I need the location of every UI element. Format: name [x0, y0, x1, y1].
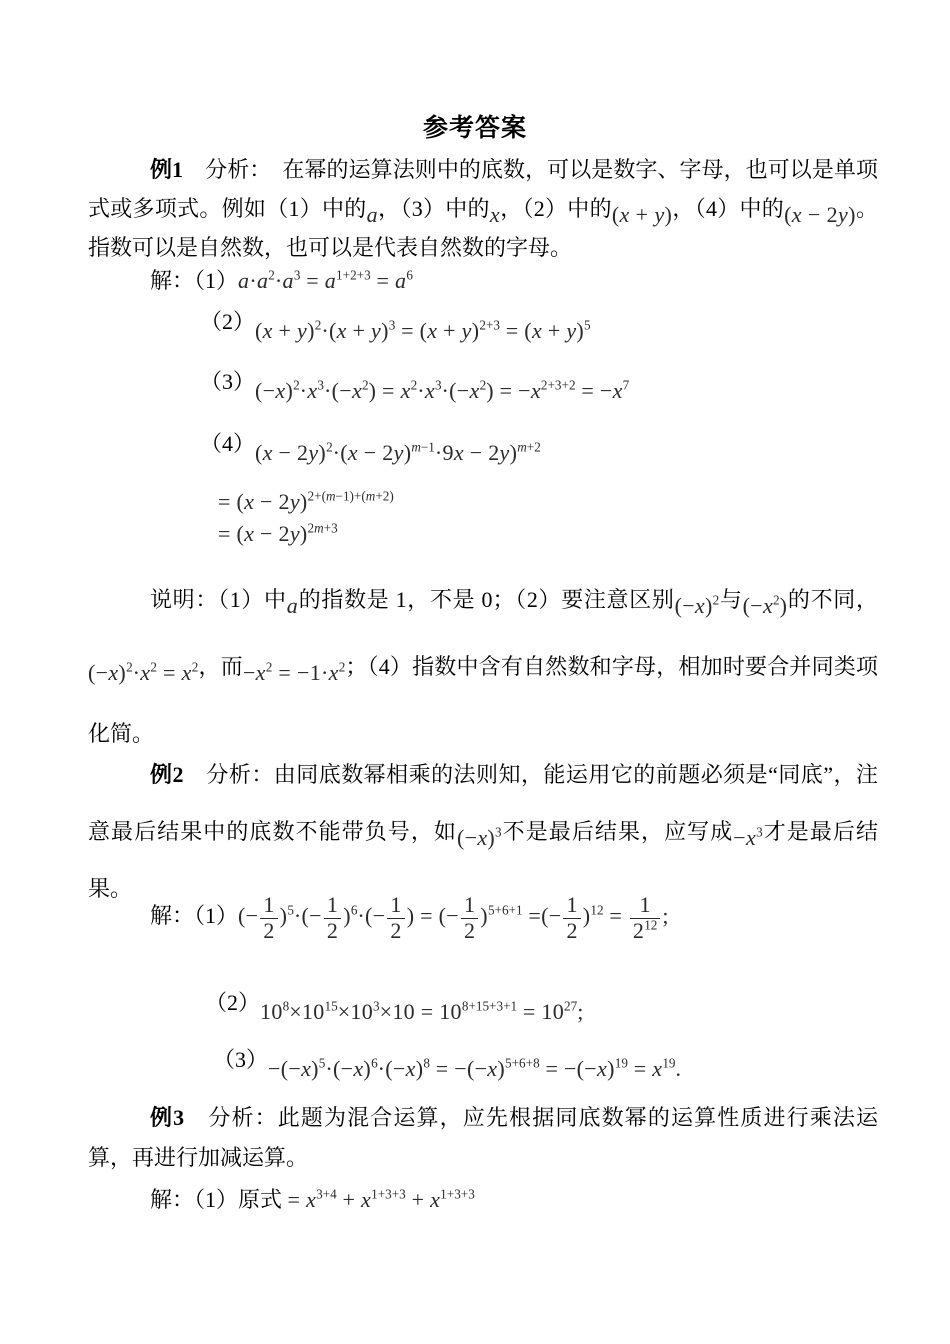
- math-expression: a: [286, 593, 299, 618]
- math-expression: $10^8\times 10^{15}\times 10^3\times 10 = 10^{8+15+3+1} = 10^{27}$;: [260, 998, 584, 1024]
- text-run: 不是最后结果，应写成: [501, 819, 734, 844]
- paragraph-ex1-analysis: [88, 150, 878, 267]
- line-ex2-solution-3: [213, 1043, 682, 1081]
- text-run: 解：（1）: [150, 268, 239, 293]
- math-expression: $(-x)^2$: [674, 592, 720, 618]
- math-expression: $-(-x)^5\cdot(-x)^6\cdot(-x)^8 = -(-x)^{5+6+8} = -(-x)^{19} = x^{19}$.: [268, 1055, 682, 1081]
- text-run: 的不同，: [787, 587, 878, 612]
- text-run: （2）: [205, 990, 261, 1015]
- text-run: 。指数可以是自然数，也可以是代表自然数的字母。: [88, 196, 878, 260]
- text-run: ，（3）中的: [377, 196, 490, 221]
- example-label: 例1: [150, 157, 184, 182]
- math-expression: $(x + y)^2\cdot(x + y)^3 = (x + y)^{2+3} = (x + y)^5$: [255, 317, 591, 343]
- math-expression: (x + y): [611, 202, 673, 227]
- text-run: ，而: [198, 654, 243, 679]
- line-ex3-solution-1: [150, 1183, 475, 1214]
- math-expression: = $(x - 2y)^{2m+3}$: [218, 520, 338, 546]
- line-ex1-solution-1: [150, 264, 413, 295]
- text-run: 的指数是 1，不是 0；（2）要注意区别: [298, 587, 675, 612]
- math-expression: $(-x)^3$: [456, 824, 502, 850]
- math-expression: $-x^2 = -1\cdot x^2$: [242, 659, 346, 685]
- math-expression: = $x^{3+4} + x^{1+3+3} + x^{1+3+3}$: [287, 1186, 475, 1212]
- text-run: 与: [719, 587, 743, 612]
- text-run: （2）: [200, 309, 256, 334]
- text-run: 说明：（1）中: [150, 587, 287, 612]
- text-run: 解：（1）: [150, 903, 239, 929]
- text-run: ；（4）指数中含有自然数和字母，相加时要合并同类项化简。: [88, 654, 878, 746]
- text-run: （3）: [213, 1047, 269, 1072]
- text-run: （4）: [200, 431, 256, 456]
- paragraph-ex1-note: [88, 566, 878, 767]
- text-run: 分析：由同底数幂相乘的法则知，能运用它的前题必须是“同底”，注意最后结果中的底数不能带负号，如: [88, 762, 878, 844]
- math-expression: $a\cdot a^2\cdot a^3 = a^{1+2+3} = a^6$: [238, 267, 413, 293]
- math-expression: $(-x)^2\cdot x^2 = x^2$: [88, 659, 199, 685]
- text-run: 分析： 在幂的运算法则中的底数，可以是数字、字母，也可以是单项式或多项式。例如（1）中的: [88, 157, 878, 221]
- example-label: 例2: [150, 762, 184, 787]
- line-ex2-solution-1: [150, 893, 669, 943]
- line-ex1-solution-4: [200, 427, 541, 465]
- text-run: 分析：此题为混合运算，应先根据同底数幂的运算性质进行乘法运算，再进行加减运算。: [88, 1105, 878, 1170]
- line-ex1-solution-2: [200, 305, 591, 343]
- text-run: ，（2）中的: [499, 196, 612, 221]
- page-title: 参考答案: [422, 115, 527, 142]
- math-expression: a: [366, 202, 378, 227]
- example-label: 例3: [150, 1105, 185, 1130]
- math-expression: (− $\frac{1}{2}$ )$^5$·(− $\frac{1}{2}$ )$^6$·(− $\frac{1}{2}$ ) = (− $\frac{1}{2}$ )$^{5+6+1}$ =(− $\frac{1}{2}$ )$^{12}$ = $\frac{1}{2^{12}}$ ;: [238, 892, 669, 943]
- math-expression: $(-x^2)$: [742, 592, 788, 618]
- text-run: 解：（1）原式: [150, 1187, 288, 1212]
- math-expression: $(-x)^2\cdot x^3\cdot(-x^2) = x^2\cdot x^3\cdot(-x^2) = -x^{2+3+2} = -x^7$: [255, 377, 630, 403]
- math-expression: $(x - 2y)^2\cdot(x - 2y)^{m-1}\cdot 9x - 2y)^{m+2}$: [255, 439, 541, 465]
- line-ex1-solution-4-step: [218, 489, 394, 515]
- math-expression: = $(x - 2y)^{2+(m-1)+(m+2)}$: [218, 488, 394, 514]
- line-ex1-solution-4-result: [218, 521, 338, 547]
- text-run: （3）: [200, 369, 256, 394]
- paragraph-ex3-analysis: [88, 1098, 878, 1178]
- math-expression: x: [489, 202, 500, 227]
- text-run: 才是最后结果。: [88, 819, 878, 901]
- line-ex2-solution-2: [205, 986, 584, 1024]
- text-run: ，（4）中的: [672, 196, 785, 221]
- math-expression: (x − 2y): [784, 202, 856, 227]
- paragraph-ex2-analysis: [88, 746, 878, 917]
- math-expression: $-x^3$: [733, 824, 763, 850]
- line-ex1-solution-3: [200, 365, 630, 403]
